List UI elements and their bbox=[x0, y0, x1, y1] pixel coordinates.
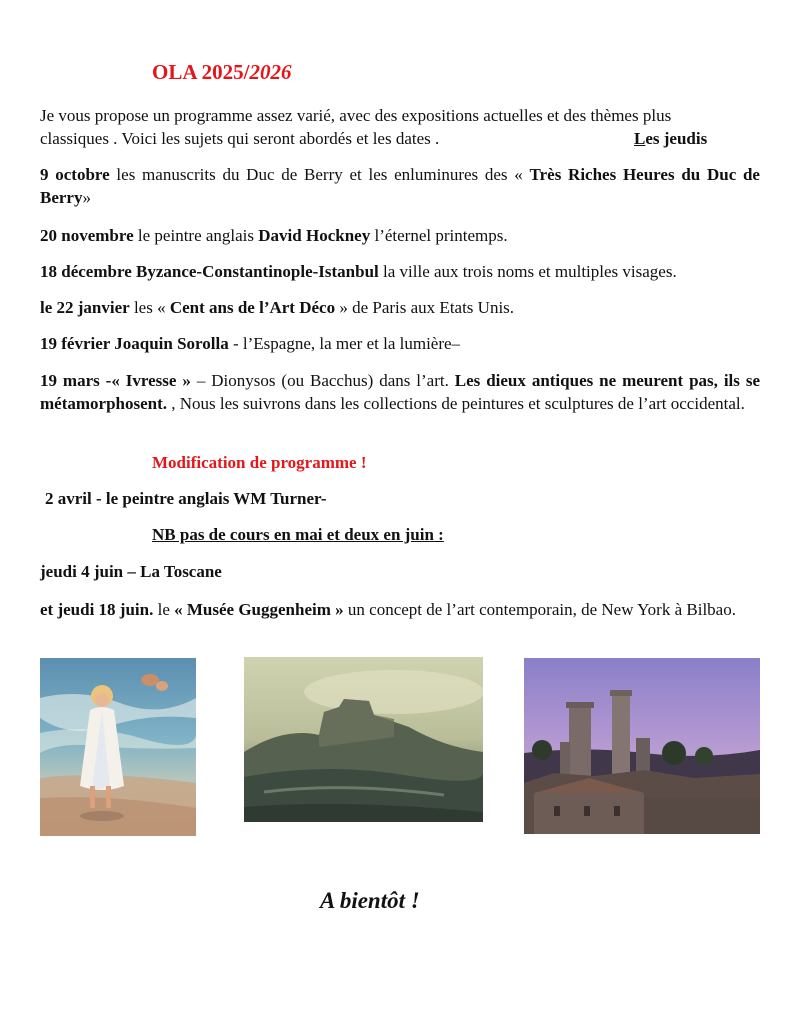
entry-december: 18 décembre Byzance-Constantinople-Istanbul la ville aux trois noms et multiples visages. bbox=[40, 262, 677, 281]
jeudis-label: Les jeudis bbox=[634, 129, 708, 148]
entry-october: 9 octobre les manuscrits du Duc de Berry et les enluminures des « Très Riches Heures du Duc de Berry» bbox=[40, 165, 760, 207]
sorolla-painting-image bbox=[40, 658, 196, 836]
intro-line-2: classiques . Voici les sujets qui seront abordés et les dates . Les jeudis bbox=[40, 129, 708, 148]
nb-notice: NB pas de cours en mai et deux en juin : bbox=[152, 525, 444, 544]
entry-june-guggenheim: et jeudi 18 juin. le « Musée Guggenheim » un concept de l’art contemporain, de New York à Bilbao. bbox=[40, 600, 736, 619]
turner-landscape-icon bbox=[244, 657, 483, 822]
entry-april-turner: 2 avril - le peintre anglais WM Turner- bbox=[45, 489, 327, 508]
entry-february: 19 février Joaquin Sorolla - l’Espagne, la mer et la lumière– bbox=[40, 334, 461, 353]
entry-june-toscane: jeudi 4 juin – La Toscane bbox=[40, 562, 222, 581]
tuscany-photo-image bbox=[524, 658, 760, 834]
intro-line-1: Je vous propose un programme assez varié, avec des expositions actuelles et des thèmes plus bbox=[40, 106, 672, 125]
closing-message: A bientôt ! bbox=[320, 888, 420, 913]
tuscany-towers-icon bbox=[524, 658, 760, 834]
entry-march: 19 mars -« Ivresse » – Dionysos (ou Bacchus) dans l’art. Les dieux antiques ne meurent pas, ils se métamorphosent. , Nous les suivrons dans les collections de peintures et sculptures de l’art occidental. bbox=[40, 371, 760, 413]
modification-notice: Modification de programme ! bbox=[152, 453, 367, 472]
intro-paragraph bbox=[40, 104, 760, 150]
page-title: OLA 2025/2026 bbox=[152, 60, 292, 84]
entry-november: 20 novembre le peintre anglais David Hockney l’éternel printemps. bbox=[40, 226, 508, 245]
sorolla-painting-icon bbox=[40, 658, 196, 836]
entry-january: le 22 janvier les « Cent ans de l’Art Déco » de Paris aux Etats Unis. bbox=[40, 298, 515, 317]
turner-painting-image bbox=[244, 657, 483, 822]
